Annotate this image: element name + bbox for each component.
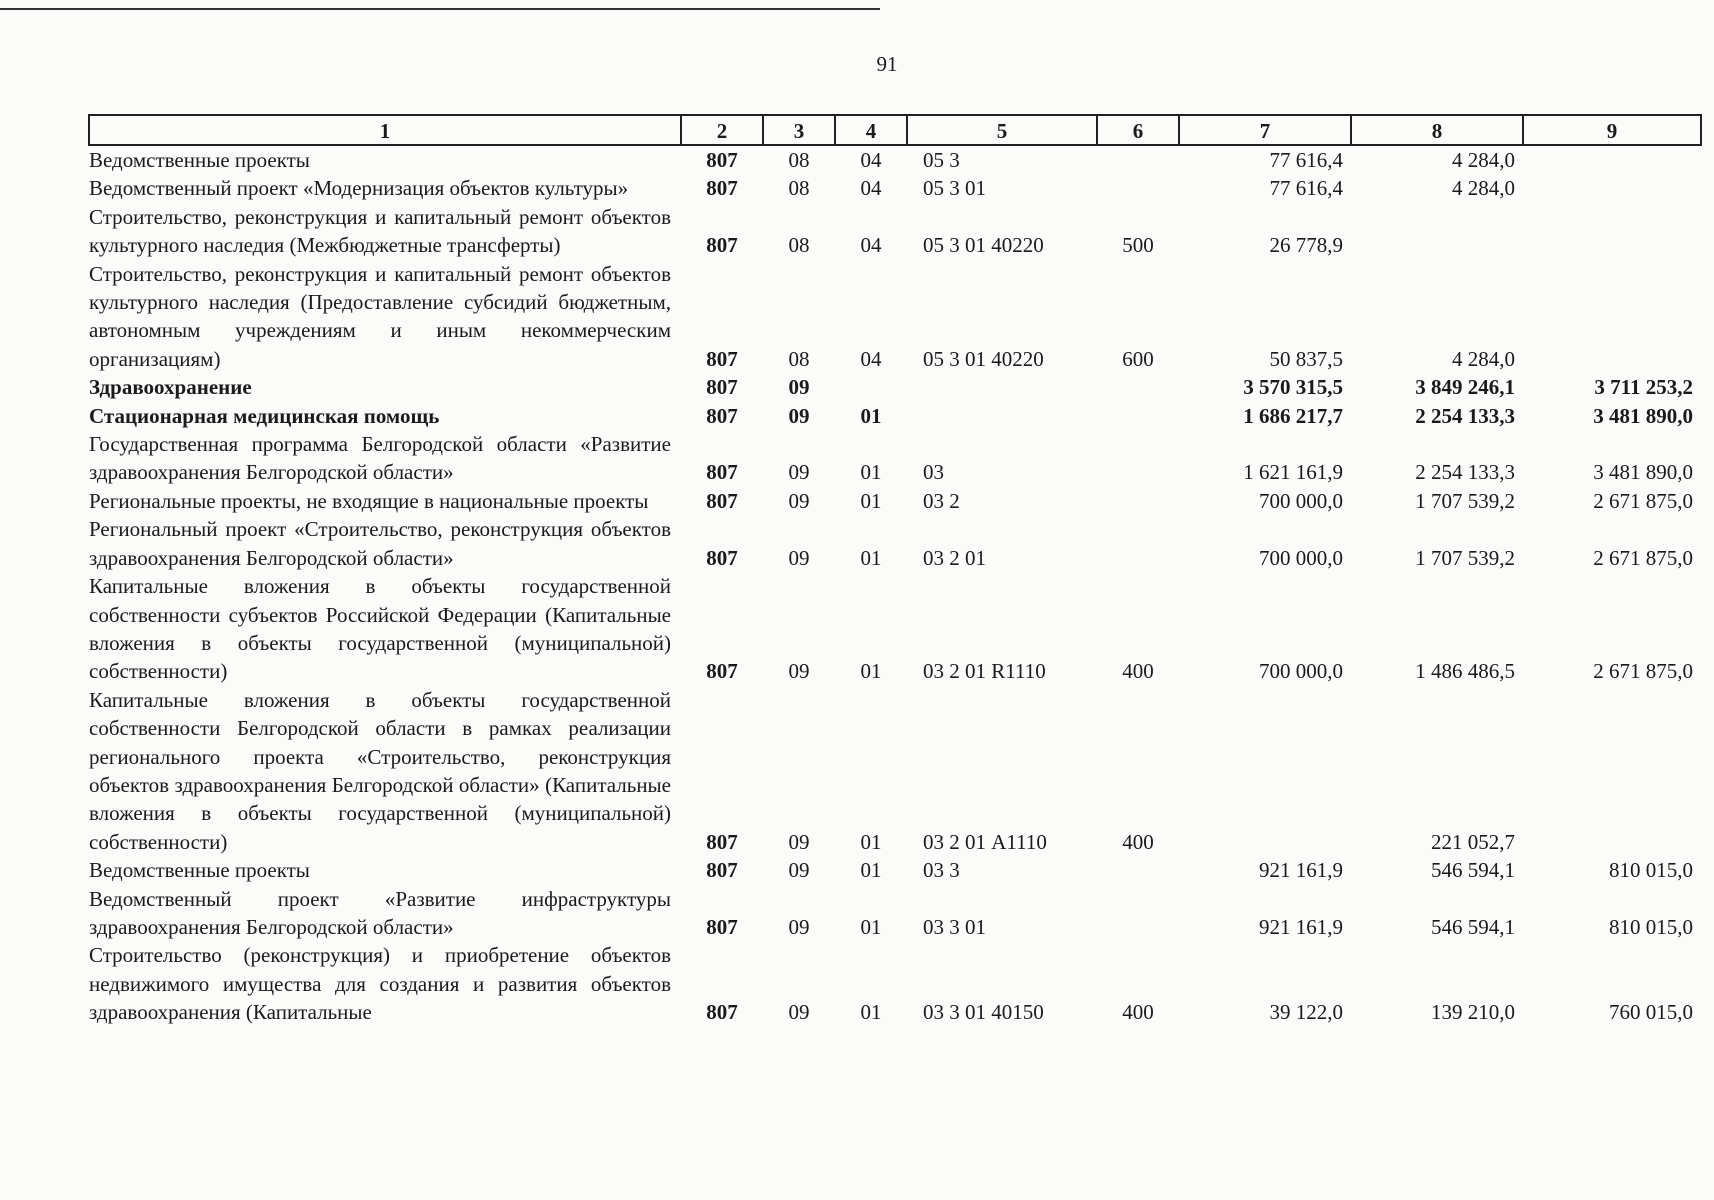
budget-table-container (88, 114, 1700, 1027)
row-amount-col9 (1523, 260, 1701, 374)
row-amount-col8: 4 284,0 (1452, 148, 1515, 172)
row-amount-col8: 2 254 133,3 (1415, 403, 1515, 428)
row-target-article (907, 402, 1097, 430)
row-department-code: 807 (706, 460, 738, 485)
row-department-code: 807 (706, 176, 738, 201)
row-subsection-code: 04 (860, 176, 882, 201)
row-amount-col7: 50 837,5 (1269, 346, 1343, 371)
header-col-3: 3 (763, 115, 835, 145)
row-amount-col9: 2 671 875,0 (1593, 659, 1693, 684)
row-amount-col8: 1 707 539,2 (1415, 488, 1515, 513)
row-amount-col7: 921 161,9 (1259, 914, 1343, 939)
row-amount-col8: 1 486 486,5 (1415, 659, 1515, 684)
row-subsection-code: 01 (860, 488, 882, 513)
row-department-code: 807 (706, 346, 738, 371)
row-target-article: 05 3 01 (923, 176, 986, 201)
row-department-code: 807 (706, 545, 738, 570)
table-row (89, 487, 1701, 515)
row-name: Капитальные вложения в объекты государственной собственности субъектов Российской Федерации (Капитальные вложения в объекты государственной (муниципальной) собственности) (89, 574, 671, 684)
row-subsection-code: 01 (860, 1000, 882, 1025)
row-amount-col9: 3 481 890,0 (1593, 460, 1693, 485)
header-col-7: 7 (1179, 115, 1351, 145)
row-amount-col7: 77 616,4 (1269, 148, 1343, 172)
row-amount-col8: 4 284,0 (1452, 346, 1515, 371)
row-subsection-code: 01 (860, 460, 882, 485)
row-section-code: 09 (788, 375, 810, 400)
row-department-code: 807 (706, 914, 738, 939)
row-name: Стационарная медицинская помощь (89, 403, 440, 428)
row-subsection-code: 01 (860, 914, 882, 939)
row-subsection-code: 04 (860, 346, 882, 371)
header-col-9: 9 (1523, 115, 1701, 145)
row-subsection-code (835, 373, 907, 401)
row-amount-col8: 1 707 539,2 (1415, 545, 1515, 570)
row-amount-col9: 760 015,0 (1609, 1000, 1693, 1025)
header-col-1: 1 (89, 115, 681, 145)
row-amount-col9 (1523, 174, 1701, 202)
row-name: Ведомственный проект «Развитие инфраструктуры здравоохранения Белгородской области» (89, 886, 671, 939)
row-target-article: 03 3 01 40150 (923, 1000, 1044, 1025)
row-section-code: 08 (788, 148, 810, 172)
row-target-article: 05 3 (923, 148, 960, 172)
row-name: Строительство, реконструкция и капитальный ремонт объектов культурного наследия (Предоставление субсидий бюджетным, автономным учреждениям и иным некоммерческим организациям) (89, 261, 671, 371)
row-amount-col9 (1523, 145, 1701, 174)
row-amount-col7: 700 000,0 (1259, 488, 1343, 513)
table-row (89, 203, 1701, 260)
row-amount-col9 (1523, 686, 1701, 856)
row-expense-type: 600 (1122, 346, 1154, 371)
row-amount-col9: 810 015,0 (1609, 914, 1693, 939)
row-department-code: 807 (706, 829, 738, 854)
row-amount-col7 (1179, 686, 1351, 856)
row-target-article: 03 3 (923, 858, 960, 883)
row-section-code: 09 (788, 545, 810, 570)
row-expense-type (1097, 373, 1179, 401)
row-amount-col7: 39 122,0 (1269, 1000, 1343, 1025)
row-name: Ведомственные проекты (89, 148, 310, 172)
table-row (89, 941, 1701, 1026)
row-subsection-code: 04 (860, 148, 882, 172)
row-name: Региональный проект «Строительство, реконструкция объектов здравоохранения Белгородской области» (89, 517, 671, 570)
row-expense-type (1097, 402, 1179, 430)
row-department-code: 807 (706, 375, 738, 400)
header-col-6: 6 (1097, 115, 1179, 145)
table-row (89, 174, 1701, 202)
row-expense-type (1097, 856, 1179, 884)
row-target-article (907, 373, 1097, 401)
row-target-article: 05 3 01 40220 (923, 346, 1044, 371)
row-department-code: 807 (706, 403, 738, 428)
table-row (89, 856, 1701, 884)
row-subsection-code: 04 (860, 233, 882, 258)
row-amount-col8: 3 849 246,1 (1415, 375, 1515, 400)
row-amount-col9: 2 671 875,0 (1593, 488, 1693, 513)
row-section-code: 09 (788, 460, 810, 485)
row-expense-type: 400 (1122, 1000, 1154, 1025)
table-row (89, 373, 1701, 401)
row-expense-type (1097, 174, 1179, 202)
row-name: Ведомственный проект «Модернизация объектов культуры» (89, 176, 629, 201)
table-row (89, 145, 1701, 174)
row-amount-col8 (1351, 203, 1523, 260)
row-amount-col8: 546 594,1 (1431, 858, 1515, 883)
table-row (89, 515, 1701, 572)
row-amount-col7: 3 570 315,5 (1243, 375, 1343, 400)
row-department-code: 807 (706, 233, 738, 258)
row-department-code: 807 (706, 1000, 738, 1025)
row-section-code: 08 (788, 233, 810, 258)
row-expense-type (1097, 145, 1179, 174)
row-name: Капитальные вложения в объекты государственной собственности Белгородской области в рамках реализации регионального проекта «Строительство, реконструкция объектов здравоохранения Белгородской области» (Капитальные вложения в объекты государственной (муниципальной) собственности) (89, 687, 671, 854)
scan-top-rule (0, 8, 880, 10)
row-section-code: 08 (788, 346, 810, 371)
row-section-code: 09 (788, 659, 810, 684)
row-amount-col7: 921 161,9 (1259, 858, 1343, 883)
row-amount-col7: 77 616,4 (1269, 176, 1343, 201)
row-amount-col7: 700 000,0 (1259, 659, 1343, 684)
row-section-code: 09 (788, 914, 810, 939)
row-department-code: 807 (706, 858, 738, 883)
row-name: Строительство, реконструкция и капитальный ремонт объектов культурного наследия (Межбюджетные трансферты) (89, 204, 671, 258)
row-subsection-code: 01 (860, 545, 882, 570)
row-amount-col7: 1 686 217,7 (1243, 403, 1343, 428)
budget-table (88, 114, 1702, 1027)
table-header-row (89, 115, 1701, 145)
row-amount-col8: 4 284,0 (1452, 176, 1515, 201)
row-subsection-code: 01 (860, 829, 882, 854)
row-expense-type (1097, 487, 1179, 515)
table-row (89, 885, 1701, 942)
table-row (89, 572, 1701, 686)
row-target-article: 03 2 01 А1110 (923, 829, 1047, 854)
row-amount-col8: 221 052,7 (1431, 829, 1515, 854)
row-target-article: 03 (923, 460, 944, 485)
row-section-code: 09 (788, 403, 810, 428)
row-target-article: 03 2 01 (923, 545, 986, 570)
row-amount-col9 (1523, 203, 1701, 260)
header-col-5: 5 (907, 115, 1097, 145)
row-department-code: 807 (706, 148, 738, 172)
table-row (89, 686, 1701, 856)
row-department-code: 807 (706, 488, 738, 513)
row-name: Ведомственные проекты (89, 858, 310, 883)
row-target-article: 03 2 01 R1110 (923, 659, 1046, 684)
row-amount-col8: 139 210,0 (1431, 1000, 1515, 1025)
row-amount-col9: 3 711 253,2 (1594, 375, 1693, 400)
row-department-code: 807 (706, 659, 738, 684)
row-target-article: 03 2 (923, 488, 960, 513)
row-name: Здравоохранение (89, 375, 252, 400)
header-col-8: 8 (1351, 115, 1523, 145)
row-section-code: 09 (788, 829, 810, 854)
row-subsection-code: 01 (860, 403, 882, 428)
row-subsection-code: 01 (860, 858, 882, 883)
table-row (89, 402, 1701, 430)
row-name: Региональные проекты, не входящие в национальные проекты (89, 488, 649, 513)
row-name: Государственная программа Белгородской области «Развитие здравоохранения Белгородской области» (89, 432, 671, 485)
row-expense-type: 400 (1122, 659, 1154, 684)
header-col-2: 2 (681, 115, 763, 145)
page-number: 91 (876, 52, 898, 76)
row-amount-col9: 3 481 890,0 (1593, 403, 1693, 428)
row-subsection-code: 01 (860, 659, 882, 684)
row-amount-col9: 2 671 875,0 (1593, 545, 1693, 570)
row-target-article: 05 3 01 40220 (923, 233, 1044, 258)
table-body (89, 145, 1701, 1027)
row-name: Строительство (реконструкция) и приобретение объектов недвижимого имущества для создания и развития объектов здравоохранения (Капитальные (89, 943, 671, 1025)
table-row (89, 430, 1701, 487)
row-amount-col8: 2 254 133,3 (1415, 460, 1515, 485)
row-expense-type (1097, 885, 1179, 942)
row-expense-type (1097, 515, 1179, 572)
row-amount-col7: 1 621 161,9 (1243, 460, 1343, 485)
header-col-4: 4 (835, 115, 907, 145)
table-row (89, 260, 1701, 374)
row-amount-col9: 810 015,0 (1609, 858, 1693, 883)
row-amount-col8: 546 594,1 (1431, 914, 1515, 939)
row-expense-type (1097, 430, 1179, 487)
row-section-code: 08 (788, 176, 810, 201)
row-amount-col7: 26 778,9 (1269, 233, 1343, 258)
row-section-code: 09 (788, 858, 810, 883)
row-section-code: 09 (788, 1000, 810, 1025)
row-target-article: 03 3 01 (923, 914, 986, 939)
row-expense-type: 400 (1122, 829, 1154, 854)
row-amount-col7: 700 000,0 (1259, 545, 1343, 570)
row-section-code: 09 (788, 488, 810, 513)
row-expense-type: 500 (1122, 233, 1154, 258)
